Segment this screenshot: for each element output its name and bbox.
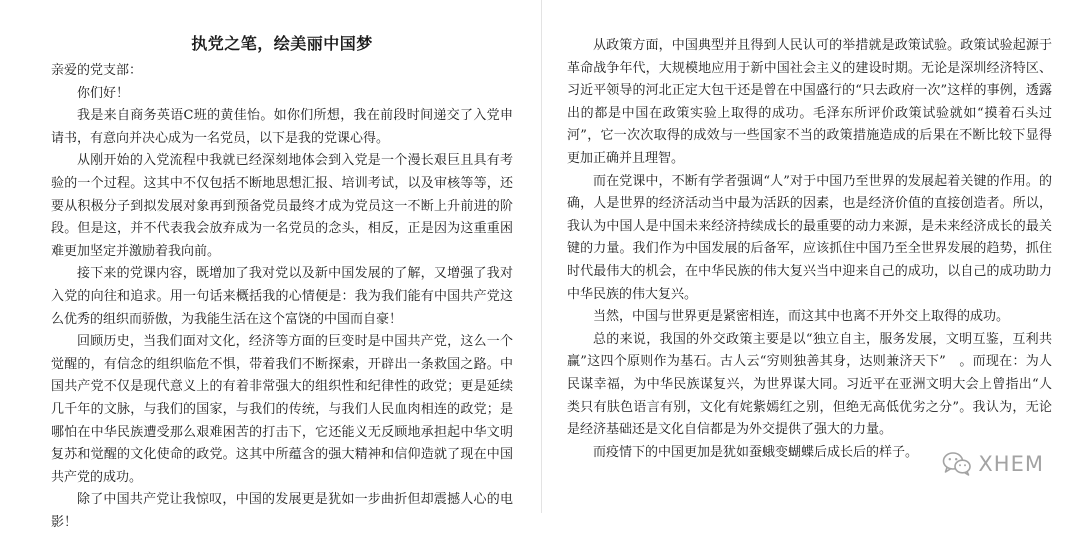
right-paragraph-3: 当然，中国与世界更是紧密相连，而这其中也离不开外交上取得的成功。: [593, 309, 1010, 325]
greeting: 你们好！: [77, 85, 130, 101]
watermark: [942, 451, 1044, 477]
wechat-icon: [942, 451, 972, 477]
right-paragraph-5: 而疫情下的中国更加是犹如蚕蛾变蝴蝶后成长后的样子。: [593, 444, 919, 460]
salutation: 亲爱的党支部：: [51, 63, 143, 78]
right-page: [543, 0, 1080, 513]
right-paragraph-4: 总的来说，我国的外交政策主要是以“独立自主，服务发展，文明互鉴，互利共赢”这四个原则作为基石。古人云“穷则独善其身，达则兼济天下” 。而现在：为人民谋幸福，为中华民族谋复兴，为世界谋大同。习近平在亚洲文明大会上曾指出“人类只有肤色语言有别，文化有姹紫嫣红之别，但绝无高低优劣之分”。我认为，无论是经济基础还是文化自信都是为外交提供了强大的力量。: [567, 331, 1052, 438]
document-title: 执党之笔，绘美丽中国梦: [191, 34, 373, 53]
left-paragraph-4: 回顾历史，当我们面对文化，经济等方面的巨变时是中国共产党，这么一个觉醒的，有信念的组织临危不惧，带着我们不断探索，开辟出一条救国之路。中国共产党不仅是现代意义上的有着非常强大的组织性和纪律性的政党；更是延续几千年的文脉，与我们的国家，与我们的传统，与我们人民血肉相连的政党；是哪怕在中华民族遭受那么艰难困苦的打击下，它还能义无反顾地承担起中华文明复苏和觉醒的文化使命的政党。这其中所蕴含的强大精神和信仰造就了现在中国共产党的成功。: [51, 334, 513, 485]
left-paragraph-3: 接下来的党课内容，既增加了我对党以及新中国发展的了解，又增强了我对入党的向往和追求。用一句话来概括我的心情便是：我为我们能有中国共产党这么优秀的组织而骄傲，为我能生活在这个富饶的中国而自豪！: [51, 266, 513, 327]
right-paragraph-1: 从政策方面，中国典型并且得到人民认可的举措就是政策试验。政策试验起源于革命战争年代，大规模地应用于新中国社会主义的建设时期。无论是深圳经济特区、习近平领导的河北正定大包干还是曾在中国盛行的“只去政府一次”这样的事例，透露出的都是中国在政策实验上取得的成功。毛泽东所评价政策试验就如“摸着石头过河”，它一次次取得的成效与一些国家不当的政策措施造成的后果在不断比较下显得更加正确并且理智。: [567, 38, 1052, 166]
watermark-text: XHEM: [978, 452, 1044, 476]
left-page: [0, 0, 541, 530]
left-paragraph-1: 我是来自商务英语C班的黄佳怡。如你们所想，我在前段时间递交了入党申请书，有意向并决心成为一名党员，以下是我的党课心得。: [51, 108, 513, 146]
right-paragraph-2: 而在党课中，不断有学者强调“人”对于中国乃至世界的发展起着关键的作用。的确，人是世界的经济活动当中最为活跃的因素，也是经济价值的直接创造者。所以，我认为中国人是中国未来经济持续成长的最重要的动力来源，是未来经济成长的最关键的力量。我们作为中国发展的后备军，应该抓住中国乃至全世界发展的趋势，抓住时代最伟大的机会，在中华民族的伟大复兴当中迎来自己的成功，以自己的成功助力中华民族的伟大复兴。: [567, 173, 1052, 302]
left-paragraph-2: 从刚开始的入党流程中我就已经深刻地体会到入党是一个漫长艰巨且具有考验的一个过程。这其中不仅包括不断地思想汇报、培训考试，以及审核等等，还要从积极分子到拟发展对象再到预备党员最终才成为党员这一不断上升前进的阶段。但是这，并不代表我会放弃成为一名党员的念头，相反，正是因为这重重困难更加坚定并激励着我向前。: [51, 153, 513, 259]
left-paragraph-5: 除了中国共产党让我惊叹，中国的发展更是犹如一步曲折但却震撼人心的电影！: [51, 492, 513, 530]
page-divider: [541, 0, 542, 513]
